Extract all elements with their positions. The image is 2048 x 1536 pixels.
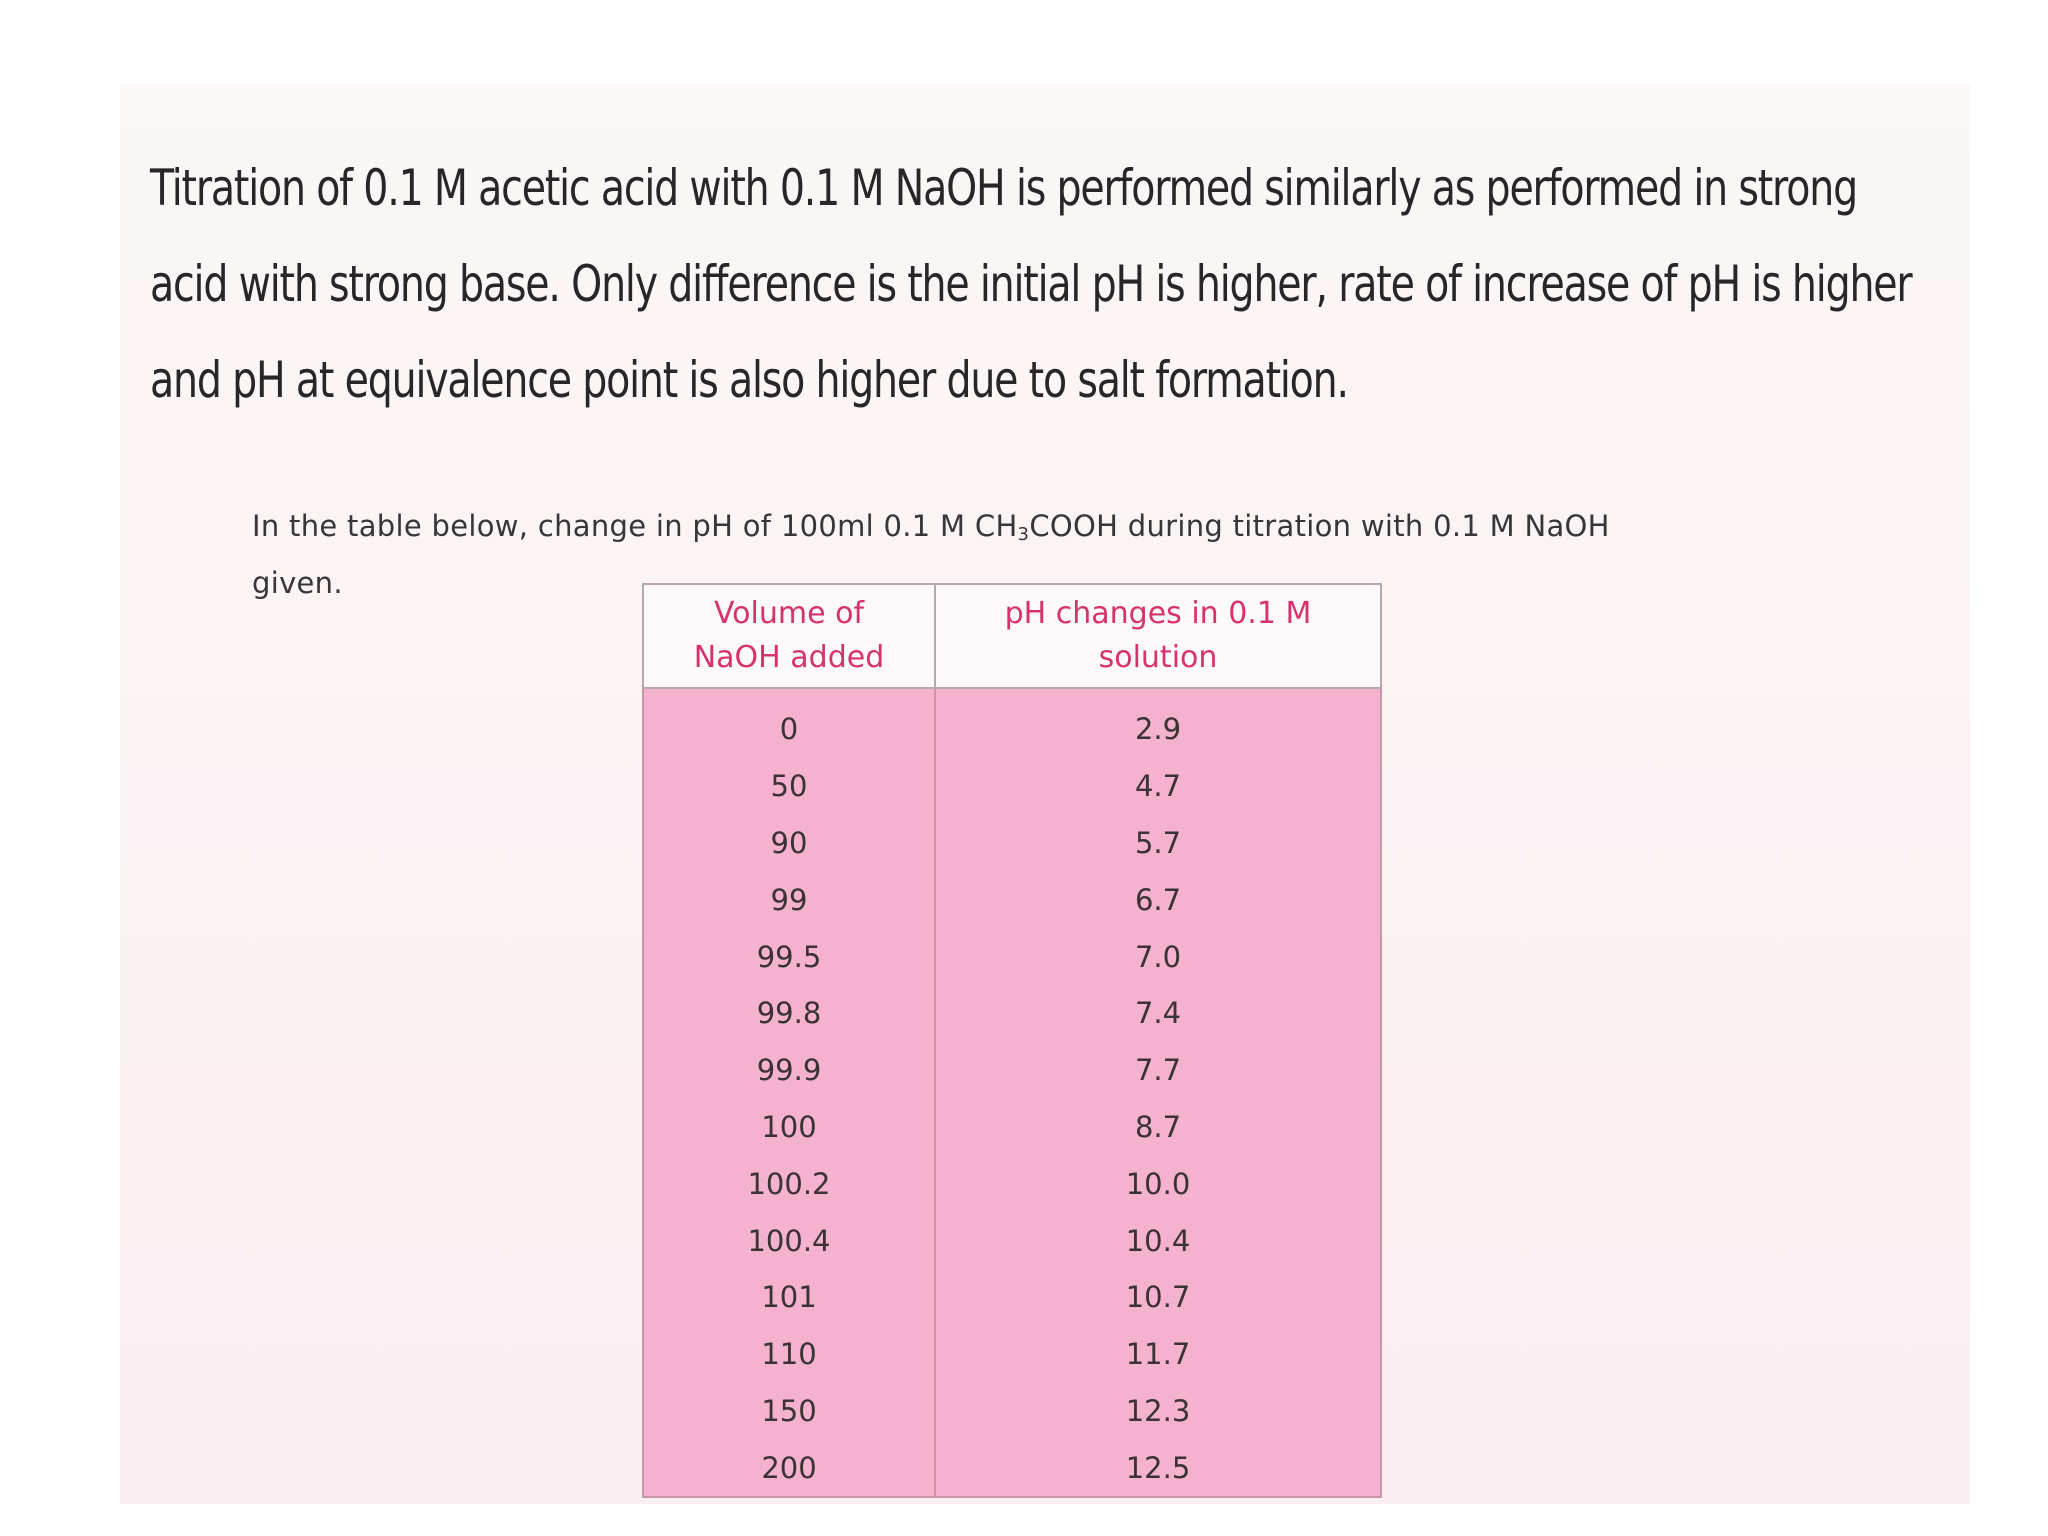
intro-subscript: 3: [1017, 524, 1030, 545]
cell-ph: 7.4: [935, 985, 1381, 1042]
cell-ph: 10.4: [935, 1212, 1381, 1269]
table-row: [643, 1155, 1381, 1212]
table-row: [643, 1099, 1381, 1156]
cell-volume: 99.8: [643, 985, 935, 1042]
cell-ph: 8.7: [935, 1099, 1381, 1156]
cell-ph: 12.5: [935, 1439, 1381, 1497]
header-volume-line-2: NaOH added: [693, 640, 885, 675]
table-row: [643, 1042, 1381, 1099]
titration-table: [642, 583, 1382, 1498]
paragraph-line-3: and pH at equivalence point is also higher due to salt formation.: [150, 351, 1348, 409]
cell-volume: 50: [643, 758, 935, 815]
cell-volume: 99.5: [643, 928, 935, 985]
cell-volume: 100.4: [643, 1212, 935, 1269]
paragraph-line-1: Titration of 0.1 M acetic acid with 0.1 M NaOH is performed similarly as performed in strong: [150, 159, 1857, 217]
cell-volume: 100: [643, 1099, 935, 1156]
paragraph-line-2: acid with strong base. Only difference is the initial pH is higher, rate of increase of pH is higher: [150, 255, 1912, 313]
table-row: [643, 1439, 1381, 1497]
table-row: [643, 758, 1381, 815]
cell-volume: 0: [643, 688, 935, 758]
table-row: [643, 1326, 1381, 1383]
cell-volume: 99: [643, 871, 935, 928]
cell-ph: 4.7: [935, 758, 1381, 815]
cell-ph: 11.7: [935, 1326, 1381, 1383]
cell-ph: 5.7: [935, 815, 1381, 872]
table-row: [643, 1212, 1381, 1269]
table-intro-line-2: given.: [252, 566, 343, 600]
cell-volume: 150: [643, 1383, 935, 1440]
cell-volume: 90: [643, 815, 935, 872]
cell-ph: 7.0: [935, 928, 1381, 985]
paragraph: [150, 140, 1912, 428]
table-row: [643, 1269, 1381, 1326]
cell-volume: 110: [643, 1326, 935, 1383]
cell-ph: 12.3: [935, 1383, 1381, 1440]
intro-text-end: COOH during titration with 0.1 M NaOH: [1029, 509, 1610, 543]
table-header: [643, 584, 1381, 688]
cell-ph: 7.7: [935, 1042, 1381, 1099]
header-row: [643, 584, 1381, 688]
table-body: [643, 688, 1381, 1497]
header-volume: [643, 584, 935, 688]
titration-table-container: [642, 583, 1382, 1498]
header-ph: [935, 584, 1381, 688]
cell-volume: 99.9: [643, 1042, 935, 1099]
table-row: [643, 815, 1381, 872]
header-ph-line-1: pH changes in 0.1 M: [1004, 596, 1312, 631]
cell-volume: 100.2: [643, 1155, 935, 1212]
header-volume-line-1: Volume of: [713, 596, 865, 631]
table-row: [643, 928, 1381, 985]
table-row: [643, 871, 1381, 928]
table-intro-line-1: [252, 502, 1812, 559]
cell-ph: 6.7: [935, 871, 1381, 928]
table-row: [643, 688, 1381, 758]
cell-volume: 200: [643, 1439, 935, 1497]
header-ph-line-2: solution: [1098, 640, 1218, 675]
cell-ph: 10.7: [935, 1269, 1381, 1326]
intro-text-start: In the table below, change in pH of 100ml 0.1 M CH: [252, 509, 1018, 543]
cell-volume: 101: [643, 1269, 935, 1326]
cell-ph: 2.9: [935, 688, 1381, 758]
table-row: [643, 1383, 1381, 1440]
cell-ph: 10.0: [935, 1155, 1381, 1212]
table-row: [643, 985, 1381, 1042]
